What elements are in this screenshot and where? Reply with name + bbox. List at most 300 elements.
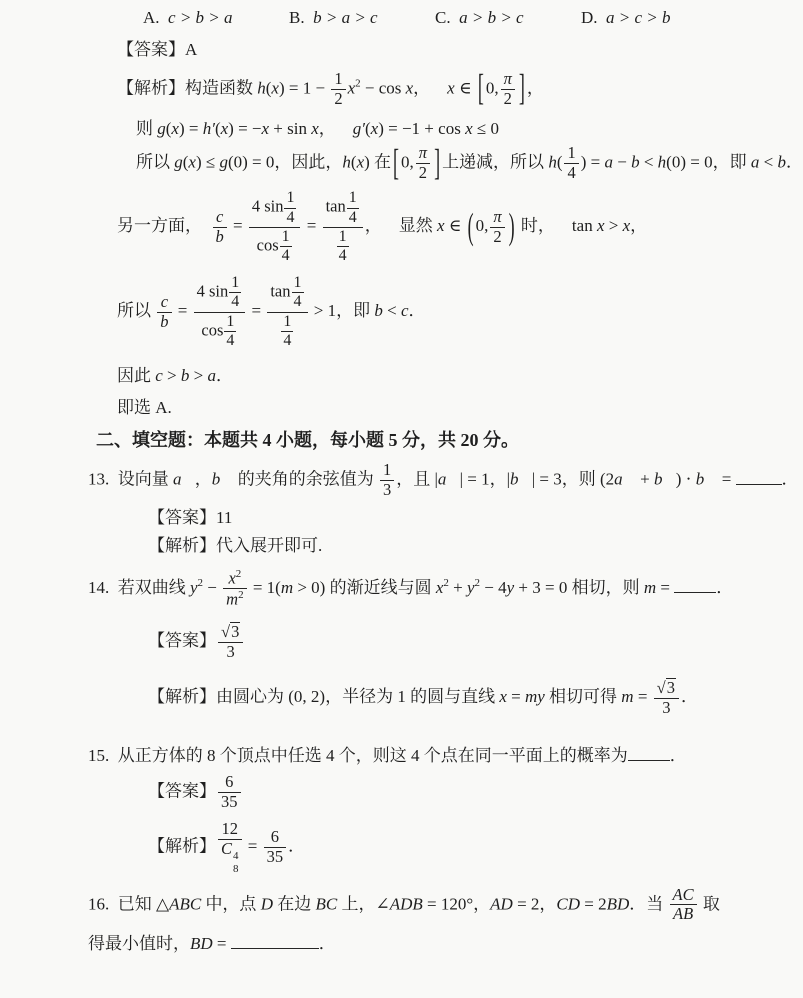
big-bracket: [ (477, 67, 484, 109)
q12-answer-line (0, 38, 803, 62)
function-name: tan (571, 216, 597, 236)
denominator: b (213, 227, 227, 247)
option-label: C. (435, 8, 460, 27)
numerator: 12 (221, 819, 238, 839)
fraction (267, 274, 307, 351)
math-var: x (622, 216, 631, 236)
math-var: x (437, 216, 445, 236)
text-run: ， (473, 893, 491, 913)
q15-question-line (0, 744, 803, 768)
math-var: my (524, 686, 545, 706)
option-value: c > b > a (168, 8, 233, 27)
function-name: cos (378, 77, 406, 97)
text-run: 上递减，所以 (442, 152, 549, 172)
math-run: = (633, 686, 652, 706)
text-run: ，则 (561, 469, 600, 489)
text-run: 的渐近线与圆 (325, 577, 436, 597)
math-var: h (342, 152, 351, 172)
math-run: = (656, 577, 675, 597)
text-run: 所以 (117, 301, 156, 321)
math-var: c (400, 301, 409, 321)
denominator: 4 (338, 247, 347, 265)
fraction (347, 189, 359, 227)
math-var: ABC (169, 893, 202, 913)
q13-question-line (0, 461, 803, 500)
math-run: 4 (411, 745, 420, 765)
option-value: a > c > b (606, 8, 671, 27)
math-run: 1 (397, 686, 406, 706)
math-var: a (604, 152, 613, 172)
math-var: m (621, 686, 634, 706)
q14-question-line (0, 568, 803, 610)
numerator: 1 (348, 189, 357, 207)
radicand: 3 (231, 621, 240, 641)
math-var: m (280, 577, 294, 597)
fraction (280, 228, 292, 266)
fraction (654, 678, 679, 718)
q16-question-line-1 (0, 886, 803, 925)
math-run: = (302, 216, 321, 236)
text-run: 上， (337, 893, 376, 913)
fraction (331, 70, 345, 109)
math-var: g′ (352, 118, 365, 138)
denominator (223, 588, 246, 609)
text-run: 的圆与直线 (405, 686, 500, 706)
math-var: h (548, 152, 557, 172)
math-run: ( (365, 118, 371, 138)
math-var: x (311, 118, 319, 138)
math-var: m (226, 589, 239, 609)
numerator: 6 (270, 827, 279, 847)
question-number: 15. (88, 745, 118, 765)
fraction (284, 189, 296, 227)
denominator: 35 (218, 792, 241, 812)
answer-blank (628, 745, 670, 761)
math-run: ． (716, 577, 734, 597)
math-run: 0, (485, 77, 499, 97)
text-run: ，且 (396, 469, 435, 489)
math-run: ) ⋅ (675, 469, 696, 489)
question-number: 14. (88, 577, 118, 597)
denominator: 4 (226, 332, 235, 349)
fraction (490, 208, 504, 247)
math-var: h (257, 77, 266, 97)
q14-answer-line (0, 622, 803, 662)
function-name: cos (256, 235, 279, 255)
radical-sign: √ (221, 621, 231, 641)
math-var: AD (490, 893, 513, 913)
math-run: ． (215, 366, 233, 386)
math-var: x (171, 118, 179, 138)
q12-conclusion-line (0, 396, 803, 420)
text-run: ，即 (336, 301, 375, 321)
fraction (224, 313, 236, 351)
function-name: tan (325, 196, 346, 216)
math-var: b⃗ (654, 469, 676, 489)
text-run: 所以 (136, 152, 175, 172)
numerator: 1 (334, 68, 343, 88)
math-var: y (466, 577, 475, 597)
denominator: 4 (231, 293, 240, 311)
answer-label: 【答案】 (117, 39, 185, 59)
text-run: 在 (374, 152, 392, 172)
option-d (581, 6, 671, 30)
big-bracket: ] (434, 142, 441, 184)
math-var: b (374, 301, 383, 321)
text-run: 从正方体的 (117, 745, 207, 765)
math-var: BC (315, 893, 338, 913)
text-run: 当 (646, 893, 668, 913)
math-run: − (203, 577, 222, 597)
q12-analysis-line-3 (0, 144, 803, 183)
text-run: 中，点 (201, 893, 261, 913)
numerator: 1 (382, 460, 392, 480)
text-run: ， (194, 469, 212, 489)
numerator (323, 189, 363, 227)
math-run: = 120° (422, 893, 474, 913)
math-run: = (247, 301, 266, 321)
fraction (223, 568, 246, 610)
numerator (223, 568, 246, 588)
math-run: + 3 = 0 (514, 577, 568, 597)
fraction (218, 820, 242, 875)
q13-analysis-line (0, 534, 803, 558)
section-header (0, 428, 803, 453)
math-run: = 1( (248, 577, 281, 597)
denominator (218, 839, 242, 875)
denominator: 4 (286, 208, 295, 226)
math-var: h′ (202, 118, 215, 138)
math-var: x (370, 118, 379, 138)
math-run: ． (669, 745, 687, 765)
fraction (380, 461, 394, 500)
radicand: 3 (666, 677, 675, 697)
text-run: ， (630, 216, 648, 236)
superscript: 2 (443, 576, 449, 589)
math-var: b⃗ (211, 469, 234, 489)
q12-analysis-line-4 (0, 189, 803, 266)
q12-options-row (0, 6, 803, 30)
fraction (249, 189, 301, 266)
superscript: 2 (238, 589, 244, 602)
numerator: π (418, 143, 428, 163)
math-var: x (347, 77, 356, 97)
numerator: 1 (286, 189, 295, 207)
math-run: − (360, 77, 379, 97)
q12-analysis-line-2 (0, 117, 803, 141)
question-number: 13. (88, 469, 118, 489)
function-name: 4 sin (196, 281, 229, 301)
numerator: 1 (293, 273, 302, 291)
text-run: 的夹角的余弦值为 (233, 469, 378, 489)
math-run: ． (785, 152, 803, 172)
option-value: a > b > c (459, 8, 524, 27)
denominator: 3 (654, 698, 679, 718)
text-run: ，半径为 (325, 686, 398, 706)
math-run: ( (556, 152, 563, 172)
math-var: x (499, 686, 507, 706)
math-run: | (506, 469, 511, 489)
function-name: sin (287, 118, 312, 138)
math-var: b (180, 366, 190, 386)
q14-analysis-line (0, 678, 803, 718)
math-run: (2 (600, 469, 615, 489)
numerator: 1 (281, 228, 290, 246)
math-run: | (434, 469, 438, 489)
text-run: 设向量 (117, 469, 173, 489)
denominator (194, 312, 246, 351)
denominator: 4 (283, 332, 292, 349)
math-var: x (220, 118, 229, 138)
math-run: = (212, 934, 231, 954)
answer-value: 11 (216, 508, 233, 528)
math-run: (0) = 0 (666, 152, 713, 172)
math-var: y (190, 577, 198, 597)
superscript: 4 (233, 850, 239, 863)
math-run: ∈ (444, 216, 466, 236)
math-run: > (189, 366, 208, 386)
math-var: a (207, 366, 216, 386)
answer-value: A (185, 39, 198, 59)
math-run: 0, (475, 216, 489, 236)
math-var: x (356, 152, 365, 172)
math-run: (0) = 0 (227, 152, 275, 172)
math-run: = (228, 216, 247, 236)
big-bracket: [ (393, 142, 400, 184)
math-run: ． (680, 686, 698, 706)
math-var: m (643, 577, 657, 597)
numerator (267, 274, 307, 312)
math-run: > (162, 366, 181, 386)
math-run: | = 3 (531, 469, 562, 489)
math-var: y (506, 577, 515, 597)
fraction (292, 274, 304, 312)
fraction (501, 70, 515, 109)
fraction (213, 208, 227, 247)
math-var: b (631, 152, 640, 172)
numerator: c (160, 291, 169, 311)
text-run: 【解析】 (148, 836, 216, 856)
denominator: 2 (416, 163, 430, 183)
option-label: A. (143, 8, 169, 27)
math-var: a⃗ (173, 469, 195, 489)
math-run: ) = (580, 152, 605, 172)
denominator (267, 312, 307, 351)
math-run: < (639, 152, 658, 172)
text-run: 已知 (117, 893, 156, 913)
q12-analysis-line-6 (0, 364, 803, 388)
fraction (229, 274, 241, 312)
math-run: + (448, 577, 467, 597)
math-run: = (243, 836, 262, 856)
comb-scripts (233, 850, 239, 875)
denominator: 3 (380, 480, 394, 500)
option-a (143, 6, 289, 30)
math-var: g (157, 118, 166, 138)
math-var: x (435, 577, 444, 597)
math-run: ( (214, 118, 221, 138)
math-run: A. (155, 398, 172, 418)
numerator: AC (672, 884, 694, 904)
math-run: ( (165, 118, 172, 138)
answer-label: 【答案】 (148, 630, 216, 650)
q16-question-line-2 (0, 932, 803, 956)
math-run: ) (364, 152, 375, 172)
text-run: ， (413, 77, 448, 97)
denominator: b (157, 312, 171, 332)
answer-label: 【答案】 (148, 508, 216, 528)
math-run: 4 (326, 745, 335, 765)
fraction (281, 313, 293, 351)
option-b (289, 6, 435, 30)
math-run: 8 (207, 745, 216, 765)
math-run: − (612, 152, 632, 172)
math-var: g (174, 152, 183, 172)
denominator: 2 (490, 227, 504, 247)
denominator: AB (670, 904, 697, 924)
denominator (249, 227, 301, 266)
text-run: ， (489, 469, 507, 489)
numerator (249, 189, 301, 227)
superscript: 2 (197, 576, 204, 589)
numerator: π (493, 207, 502, 227)
math-var: x (405, 77, 414, 97)
fraction (194, 274, 246, 351)
fraction (416, 144, 430, 183)
math-var: BD (606, 893, 630, 913)
option-value: b > a > c (313, 8, 378, 27)
fraction (337, 228, 349, 266)
math-run: 0, (401, 152, 414, 172)
math-run: ． (408, 301, 426, 321)
denominator: 4 (564, 163, 578, 183)
math-run: ) ≤ (195, 152, 220, 172)
text-run: ， (526, 77, 544, 97)
math-run: < (382, 301, 401, 321)
denominator: 4 (348, 208, 357, 226)
answer-blank (736, 469, 782, 485)
numerator: 1 (231, 273, 240, 291)
math-run: (0, 2) (288, 686, 326, 706)
text-run: 若双曲线 (117, 577, 190, 597)
numerator (194, 274, 246, 312)
math-run: ∈ (454, 77, 476, 97)
math-run: ) = 1 − (278, 77, 330, 97)
math-var: a⃗ (614, 469, 636, 489)
fraction (564, 144, 578, 183)
numerator: 6 (225, 772, 234, 792)
fraction (218, 622, 243, 662)
math-var: h (657, 152, 667, 172)
question-number: 16. (88, 893, 118, 913)
math-run: ． (288, 836, 306, 856)
math-var: C (221, 839, 233, 859)
math-run: ． (781, 469, 799, 489)
math-run: ) = − (228, 118, 262, 138)
math-var: D (260, 893, 273, 913)
math-run: ( (182, 152, 189, 172)
math-var: CD (556, 893, 581, 913)
answer-blank (674, 577, 716, 593)
function-name: 4 sin (251, 196, 284, 216)
option-label: B. (289, 8, 314, 27)
math-run: > 1 (309, 301, 337, 321)
math-var: BD (190, 934, 213, 954)
text-run: 取 (698, 893, 720, 913)
fraction (157, 293, 171, 332)
numerator: 1 (226, 312, 235, 330)
superscript: 2 (474, 576, 481, 589)
superscript: 2 (235, 567, 242, 580)
numerator: 1 (338, 228, 347, 246)
fraction (670, 886, 697, 925)
denominator: 3 (218, 642, 243, 662)
option-label: D. (581, 8, 607, 27)
text-run: 因此 (117, 366, 156, 386)
numerator: c (215, 207, 224, 227)
math-run: ． (629, 893, 647, 913)
q12-analysis-line-5 (0, 274, 803, 351)
answer-blank (231, 933, 319, 949)
text-run: 时， (516, 216, 572, 236)
text-run: 即选 (117, 398, 156, 418)
math-var: x (228, 568, 236, 588)
fraction (264, 828, 287, 867)
math-run: − 4 (480, 577, 507, 597)
math-run: ) = −1 + (378, 118, 439, 138)
big-bracket: ] (518, 67, 525, 109)
q13-answer-line (0, 506, 803, 530)
math-run: ) = (178, 118, 203, 138)
math-run: < (759, 152, 778, 172)
text-run: 在边 (272, 893, 316, 913)
q15-analysis-line (0, 820, 803, 875)
denominator: 2 (501, 89, 515, 109)
big-paren: ) (508, 205, 515, 247)
text-run: 相切，则 (567, 577, 644, 597)
denominator (323, 227, 363, 266)
math-run: > (604, 216, 623, 236)
text-run: 个点在同一平面上的概率为 (419, 745, 628, 765)
denominator: 2 (331, 89, 345, 109)
math-var: b⃗ (510, 469, 532, 489)
angle-symbol: ∠ (375, 893, 390, 913)
math-var: x (465, 118, 473, 138)
math-run: ( (265, 77, 272, 97)
math-var: x (447, 77, 455, 97)
math-run: > 0) (293, 577, 326, 597)
numerator: π (503, 68, 512, 88)
text-run: 【解析】代入展开即可. (148, 535, 323, 555)
answer-label: 【答案】 (148, 781, 216, 801)
text-run: ， 显然 (364, 216, 437, 236)
numerator (654, 678, 679, 698)
text-run: 【解析】由圆心为 (148, 686, 289, 706)
math-run: = (717, 469, 736, 489)
function-name: cos (438, 118, 466, 138)
denominator: 4 (281, 247, 290, 265)
numerator (218, 622, 243, 642)
math-run: + (635, 469, 654, 489)
fraction (323, 189, 363, 266)
text-run: ，因此， (274, 152, 343, 172)
math-var: a (750, 152, 760, 172)
function-name: cos (201, 320, 224, 340)
math-run: + (269, 118, 288, 138)
math-run: = 2 (580, 893, 607, 913)
denominator: 4 (293, 293, 302, 311)
math-var: c (155, 366, 163, 386)
